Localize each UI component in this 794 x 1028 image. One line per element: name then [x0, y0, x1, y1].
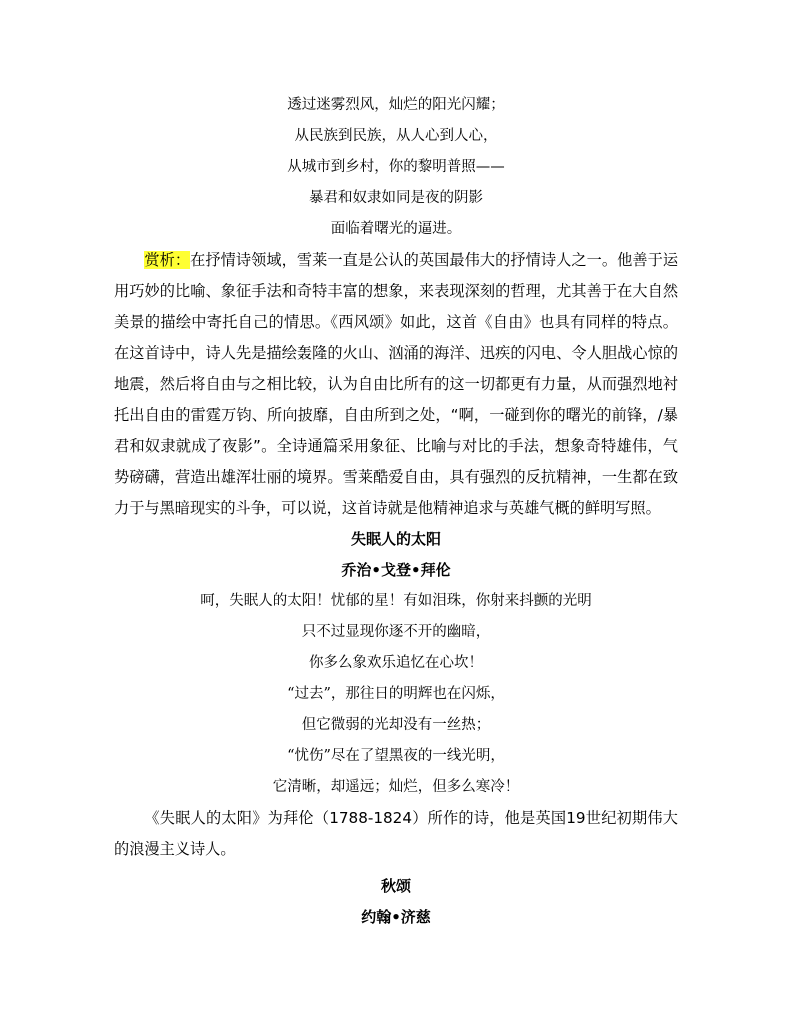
poem-line: 呵，失眠人的太阳！忧郁的星！有如泪珠，你射来抖颤的光明 [200, 593, 592, 609]
poem-line: 面临着曙光的逼进。 [330, 221, 462, 237]
analysis-paragraph [114, 245, 678, 524]
poem-line: “忧伤”尽在了望黑夜的一线光明， [287, 748, 505, 764]
analysis-text: 在抒情诗领域，雪莱一直是公认的英国最伟大的抒情诗人之一。他善于运用巧妙的比喻、象征手法和奇特丰富的想象，来表现深刻的哲理，尤其善于在大自然美景的描绘中寄托自己的情思。《西风颂》如此，这首《自由》也具有同样的特点。在这首诗中，诗人先是描绘轰隆的火山、汹涌的海洋、迅疾的闪电、令人胆战心惊的地震，然后将自由与之相比较，认为自由比所有的这一切都更有力量，从而强烈地衬托出自由的雷霆万钧、所向披靡，自由所到之处，“啊，一碰到你的曙光的前锋，/暴君和奴隶就成了夜影”。全诗通篇采用象征、比喻与对比的手法，想象奇特雄伟，气势磅礴，营造出雄浑壮丽的境界。雪莱酷爱自由，具有强烈的反抗精神，一生都在致力于与黑暗现实的斗争，可以说，这首诗就是他精神追求与英雄气概的鲜明写照。 [114, 251, 679, 517]
poem-line: 只不过显现你逐不开的幽暗， [301, 624, 491, 640]
poem-line: 但它微弱的光却没有一丝热； [301, 717, 491, 733]
poem-line: 透过迷雾烈风，灿烂的阳光闪耀； [287, 97, 505, 113]
poem-title: 失眠人的太阳 [350, 530, 441, 548]
poem-line: 暴君和奴隶如同是夜的阴影 [309, 190, 483, 206]
poem-line: 从城市到乡村，你的黎明普照—— [287, 159, 505, 175]
poem-line: 它清晰，却遥远；灿烂，但多么寒冷！ [272, 779, 520, 795]
poem-author: 约翰•济慈 [361, 908, 431, 926]
analysis-label: 赏析： [144, 251, 191, 269]
poem-author: 乔治•戈登•拜伦 [341, 561, 451, 579]
poem-title: 秋颂 [380, 877, 411, 895]
poem-line: “过去”，那往日的明辉也在闪烁， [287, 686, 505, 702]
poem-note: 《失眠人的太阳》为拜伦（1788-1824）所作的诗，他是英国19世纪初期伟大的浪漫主义诗人。 [114, 809, 678, 858]
poem-line: 你多么象欢乐追忆在心坎！ [309, 655, 483, 671]
poem-line: 从民族到民族，从人心到人心， [294, 128, 498, 144]
document-content [114, 90, 678, 933]
